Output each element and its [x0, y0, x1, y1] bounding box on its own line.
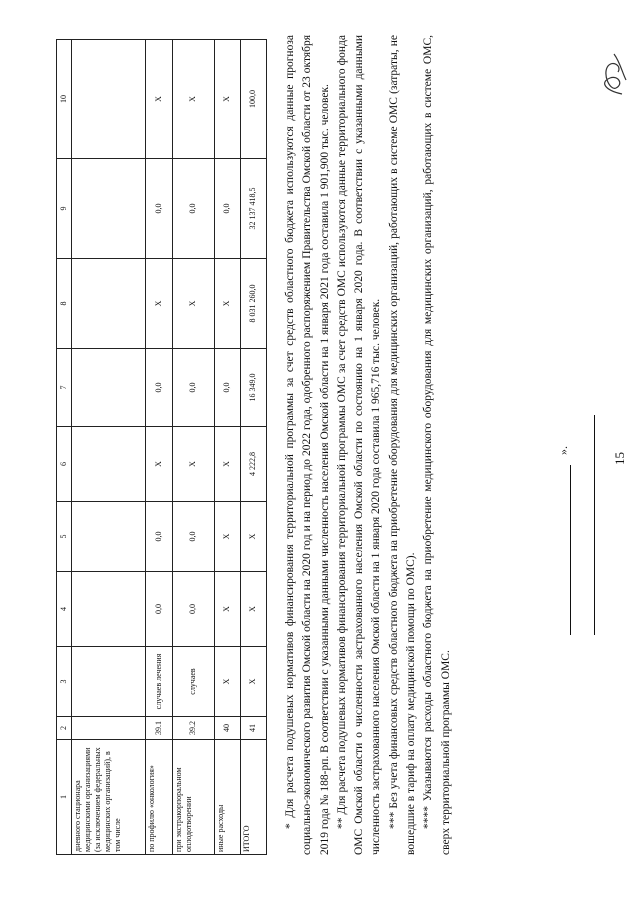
table-cell: случаев лечения — [146, 647, 172, 717]
table-cell: 100,0 — [240, 40, 266, 159]
footnote-2: ** Для расчета подушевых нормативов финансирования территориальной программы ОМС за счет средств ОМС используются данные территориального фонда ОМС Омской области о численности застрахованного населения Омской области по состоянию на 1 января 2020 года. В соответствии с указанными данными численность застрахованного населения Омской области на 1 января 2020 года составила 1 965,716 тыс. человек. — [335, 35, 383, 855]
table-cell — [72, 40, 146, 159]
divider-line — [594, 415, 595, 635]
header-cell: 3 — [57, 647, 72, 717]
table-row — [172, 40, 214, 855]
table-row — [214, 40, 240, 855]
table-cell: 39.2 — [172, 717, 214, 740]
row-label: ИТОГО — [240, 740, 266, 855]
table-cell: 0,0 — [172, 572, 214, 647]
table-cell: 40 — [214, 717, 240, 740]
table-cell: 0,0 — [172, 159, 214, 259]
header-cell: 10 — [57, 40, 72, 159]
page-number: 15 — [612, 452, 627, 465]
table-cell — [72, 572, 146, 647]
table-cell: 0,0 — [146, 572, 172, 647]
table-cell: X — [172, 40, 214, 159]
table-cell: X — [240, 502, 266, 572]
table-cell: X — [146, 259, 172, 349]
footnote-3: *** Без учета финансовых средств областного бюджета на приобретение оборудования для медицинских организаций, работающих в системе ОМС (затраты, не вошедшие в тариф на оплату медицинской помощи по ОМС). — [387, 35, 418, 855]
row-label: иные расходы — [214, 740, 240, 855]
table-cell: X — [146, 427, 172, 502]
header-cell: 6 — [57, 427, 72, 502]
table-cell: X — [240, 572, 266, 647]
table-cell: X — [240, 647, 266, 717]
row-label: дневного стационара медицинскими организациями (за исключением федеральных медицинских организаций), в том числе — [72, 740, 146, 855]
table-cell: X — [146, 40, 172, 159]
table-row — [146, 40, 172, 855]
table-row-total — [240, 40, 266, 855]
header-cell: 5 — [57, 502, 72, 572]
header-cell: 8 — [57, 259, 72, 349]
table-cell: 4 222,8 — [240, 427, 266, 502]
table-cell: 0,0 — [146, 159, 172, 259]
table-cell: X — [214, 502, 240, 572]
table-cell — [72, 717, 146, 740]
table-cell: 0,0 — [146, 502, 172, 572]
row-label: по профилю «онкология» — [146, 740, 172, 855]
table-cell: 0,0 — [172, 349, 214, 427]
table-cell: X — [214, 40, 240, 159]
table-cell — [72, 159, 146, 259]
table-cell: X — [214, 572, 240, 647]
header-cell: 7 — [57, 349, 72, 427]
table-cell: случаев — [172, 647, 214, 717]
table-cell: X — [214, 259, 240, 349]
header-cell: 9 — [57, 159, 72, 259]
table-cell — [72, 647, 146, 717]
table-cell: 16 349,0 — [240, 349, 266, 427]
table-cell — [72, 259, 146, 349]
table-cell: 0,0 — [214, 159, 240, 259]
header-cell: 1 — [57, 740, 72, 855]
footnote-1: * Для расчета подушевых нормативов финансирования территориальной программы за счет средств областного бюджета используются данные прогноза социально-экономического развития Омской области на 2020 год и на период до 2022 года, одобренного распоряжением Правительства Омской области от 23 октября 2019 года № 188-рп. В соответствии с указанными данными численность населения Омской области на 1 января 2021 года составила 1 901,900 тыс. человек. — [284, 35, 331, 855]
table-cell — [72, 502, 146, 572]
table-cell: 39.1 — [146, 717, 172, 740]
footnote-4: **** Указываются расходы областного бюджета на приобретение медицинского оборудования для медицинских организаций, работающих в системе ОМС, сверх территориальной программы ОМС. — [422, 35, 452, 855]
table-header-row — [57, 40, 72, 855]
table-row — [72, 40, 146, 855]
table-cell: 32 137 418,5 — [240, 159, 266, 259]
footnotes — [282, 35, 455, 855]
table-cell: 8 031 260,0 — [240, 259, 266, 349]
row-label: при экстракорпоральном оплодотворении — [172, 740, 214, 855]
table-cell — [72, 349, 146, 427]
finance-table — [56, 39, 267, 855]
header-cell: 2 — [57, 717, 72, 740]
header-cell: 4 — [57, 572, 72, 647]
table-cell — [72, 427, 146, 502]
table-cell: 0,0 — [172, 502, 214, 572]
table-cell: X — [172, 427, 214, 502]
closing-lines — [566, 345, 606, 645]
signature-icon — [596, 50, 630, 100]
table-cell: X — [214, 647, 240, 717]
table-cell: X — [214, 427, 240, 502]
table-cell: 0,0 — [146, 349, 172, 427]
table-cell: 0,0 — [214, 349, 240, 427]
divider-line — [570, 465, 571, 635]
table-cell: X — [172, 259, 214, 349]
closing-quote: ». — [556, 446, 570, 455]
table-cell: 41 — [240, 717, 266, 740]
